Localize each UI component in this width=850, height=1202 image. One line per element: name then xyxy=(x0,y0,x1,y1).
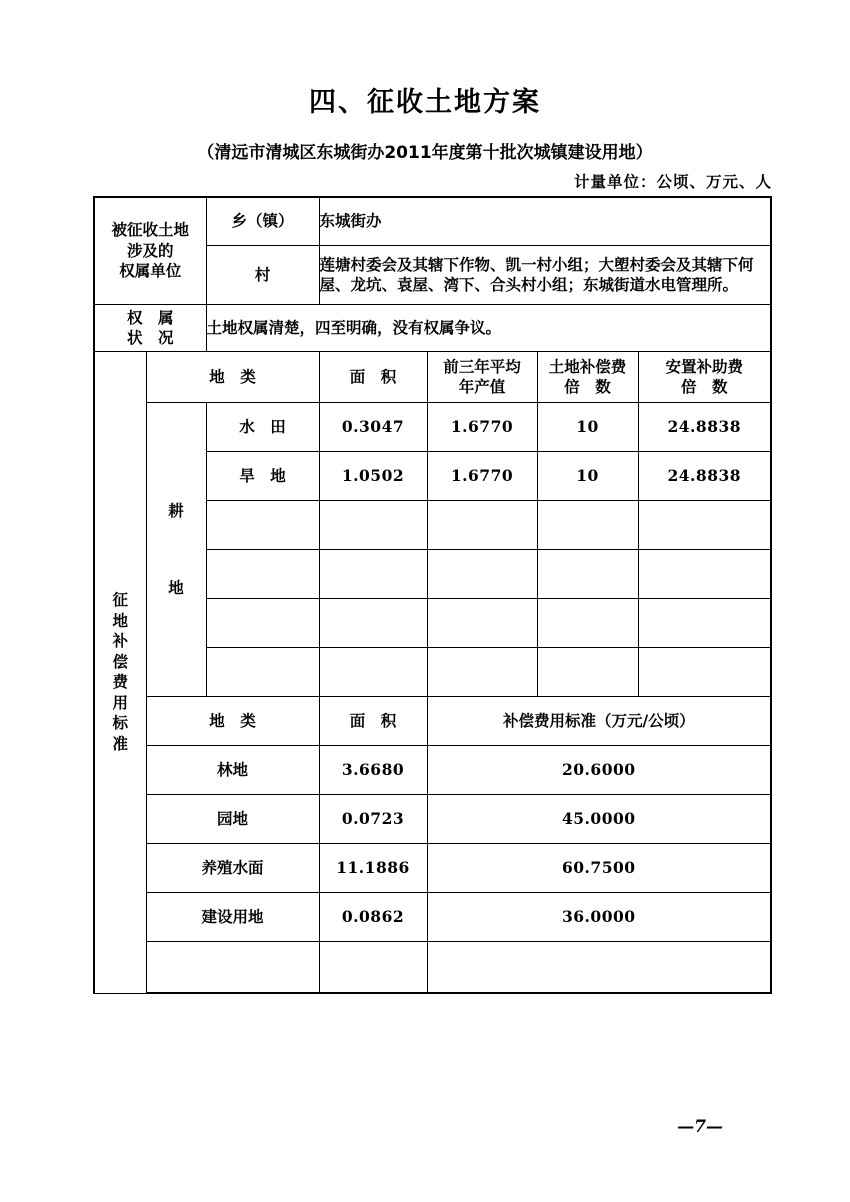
ownership-status-label xyxy=(94,305,206,352)
ownership-units-label xyxy=(94,197,206,305)
table-row-ownership-status xyxy=(94,305,771,352)
cell-area xyxy=(319,550,427,599)
cell-resettlement xyxy=(638,599,771,648)
cell-area: 3.6680 xyxy=(319,746,427,795)
header-avg-yield xyxy=(427,352,537,403)
land-acquisition-table-wrapper xyxy=(93,196,770,994)
cell-avg-yield xyxy=(427,550,537,599)
table-row xyxy=(94,844,771,893)
cell-resettlement: 24.8838 xyxy=(638,403,771,452)
header-resettle-line1: 安置补助费 xyxy=(665,356,744,376)
village-label-cell: 村 xyxy=(206,246,319,305)
ownership-units-label-line1: 被征收土地 xyxy=(111,220,190,240)
table-row xyxy=(94,795,771,844)
cell-land-compensation xyxy=(537,648,638,697)
cell-area xyxy=(319,501,427,550)
header-land-comp-line2: 倍 数 xyxy=(564,377,611,396)
cultivated-land-vertical-label xyxy=(146,403,206,697)
ownership-status-value: 土地权属清楚，四至明确，没有权属争议。 xyxy=(206,305,771,352)
cell-area: 0.0723 xyxy=(319,795,427,844)
table-row xyxy=(94,942,771,994)
cell-resettlement xyxy=(638,501,771,550)
cell-resettlement xyxy=(638,550,771,599)
cell-land-compensation xyxy=(537,550,638,599)
header-land-type-b: 地 类 xyxy=(146,697,319,746)
vlabel-char-7: 准 xyxy=(112,733,128,753)
header-compensation-standard: 补偿费用标准（万元/公顷） xyxy=(427,697,771,746)
cell-land-type xyxy=(206,501,319,550)
vlabel-char-5: 用 xyxy=(112,692,128,712)
cell-avg-yield xyxy=(427,599,537,648)
header-resettlement-subsidy xyxy=(638,352,771,403)
land-acquisition-table xyxy=(93,196,772,994)
cell-area: 0.3047 xyxy=(319,403,427,452)
measurement-unit-note: 计量单位：公顷、万元、人 xyxy=(573,172,772,191)
table-header-row-other-land xyxy=(94,697,771,746)
document-subtitle: （清远市清城区东城街办2011年度第十批次城镇建设用地） xyxy=(197,143,653,163)
header-land-type-a: 地 类 xyxy=(146,352,319,403)
cell-land-type: 旱 地 xyxy=(206,452,319,501)
cell-compensation-standard xyxy=(427,942,771,994)
cell-compensation-standard: 20.6000 xyxy=(427,746,771,795)
cell-land-type: 水 田 xyxy=(206,403,319,452)
ownership-units-label-line2: 涉及的 xyxy=(127,240,174,260)
cell-area: 1.0502 xyxy=(319,452,427,501)
village-value-cell: 莲塘村委会及其辖下作物、凯一村小组；大塱村委会及其辖下何屋、龙坑、袁屋、湾下、合头村小组；东城街道水电管理所。 xyxy=(319,246,771,305)
cell-land-type: 养殖水面 xyxy=(146,844,319,893)
table-row xyxy=(94,893,771,942)
cell-avg-yield: 1.6770 xyxy=(427,452,537,501)
table-row xyxy=(94,746,771,795)
vlabel-char-4: 费 xyxy=(112,672,128,692)
table-header-row-cultivated xyxy=(94,352,771,403)
cell-avg-yield: 1.6770 xyxy=(427,403,537,452)
cell-land-type: 园地 xyxy=(146,795,319,844)
vlabel-char-1: 地 xyxy=(112,610,128,630)
page-number: —7— xyxy=(677,1117,723,1137)
vlabel-char-3: 偿 xyxy=(112,651,128,671)
header-avg-yield-line1: 前三年平均 xyxy=(443,356,521,376)
header-area-a: 面 积 xyxy=(319,352,427,403)
cell-area: 0.0862 xyxy=(319,893,427,942)
ownership-status-label-line1: 权 属 xyxy=(127,307,174,327)
cell-avg-yield xyxy=(427,501,537,550)
cell-area xyxy=(319,648,427,697)
compensation-standard-vertical-label xyxy=(94,352,146,994)
header-area-b: 面 积 xyxy=(319,697,427,746)
cell-compensation-standard: 60.7500 xyxy=(427,844,771,893)
vlabel-char-0: 征 xyxy=(112,590,128,610)
cell-land-type xyxy=(206,599,319,648)
cell-area xyxy=(319,599,427,648)
cultivated-char-0: 耕 xyxy=(168,501,184,521)
cell-avg-yield xyxy=(427,648,537,697)
cell-land-type: 林地 xyxy=(146,746,319,795)
ownership-status-label-line2: 状 况 xyxy=(127,328,174,347)
cell-land-type: 建设用地 xyxy=(146,893,319,942)
cell-land-compensation: 10 xyxy=(537,403,638,452)
cell-resettlement xyxy=(638,648,771,697)
header-land-compensation xyxy=(537,352,638,403)
cell-compensation-standard: 45.0000 xyxy=(427,795,771,844)
cell-area xyxy=(319,942,427,994)
vlabel-char-6: 标 xyxy=(112,713,128,733)
cell-compensation-standard: 36.0000 xyxy=(427,893,771,942)
cell-resettlement: 24.8838 xyxy=(638,452,771,501)
cell-land-type xyxy=(206,550,319,599)
township-value-cell: 东城街办 xyxy=(319,197,771,246)
cell-land-compensation xyxy=(537,501,638,550)
table-row-township xyxy=(94,197,771,246)
header-resettle-line2: 倍 数 xyxy=(681,377,728,396)
vlabel-char-2: 补 xyxy=(112,631,128,651)
table-row xyxy=(94,403,771,452)
cell-area: 11.1886 xyxy=(319,844,427,893)
cell-land-compensation xyxy=(537,599,638,648)
page-title: 四、征收土地方案 xyxy=(309,87,541,118)
cell-land-compensation: 10 xyxy=(537,452,638,501)
township-label-cell: 乡（镇） xyxy=(206,197,319,246)
cultivated-char-1: 地 xyxy=(168,577,184,597)
cell-land-type xyxy=(206,648,319,697)
cell-land-type xyxy=(146,942,319,994)
header-avg-yield-line2: 年产值 xyxy=(458,377,506,396)
header-land-comp-line1: 土地补偿费 xyxy=(548,356,627,376)
ownership-units-label-line3: 权属单位 xyxy=(119,261,182,281)
